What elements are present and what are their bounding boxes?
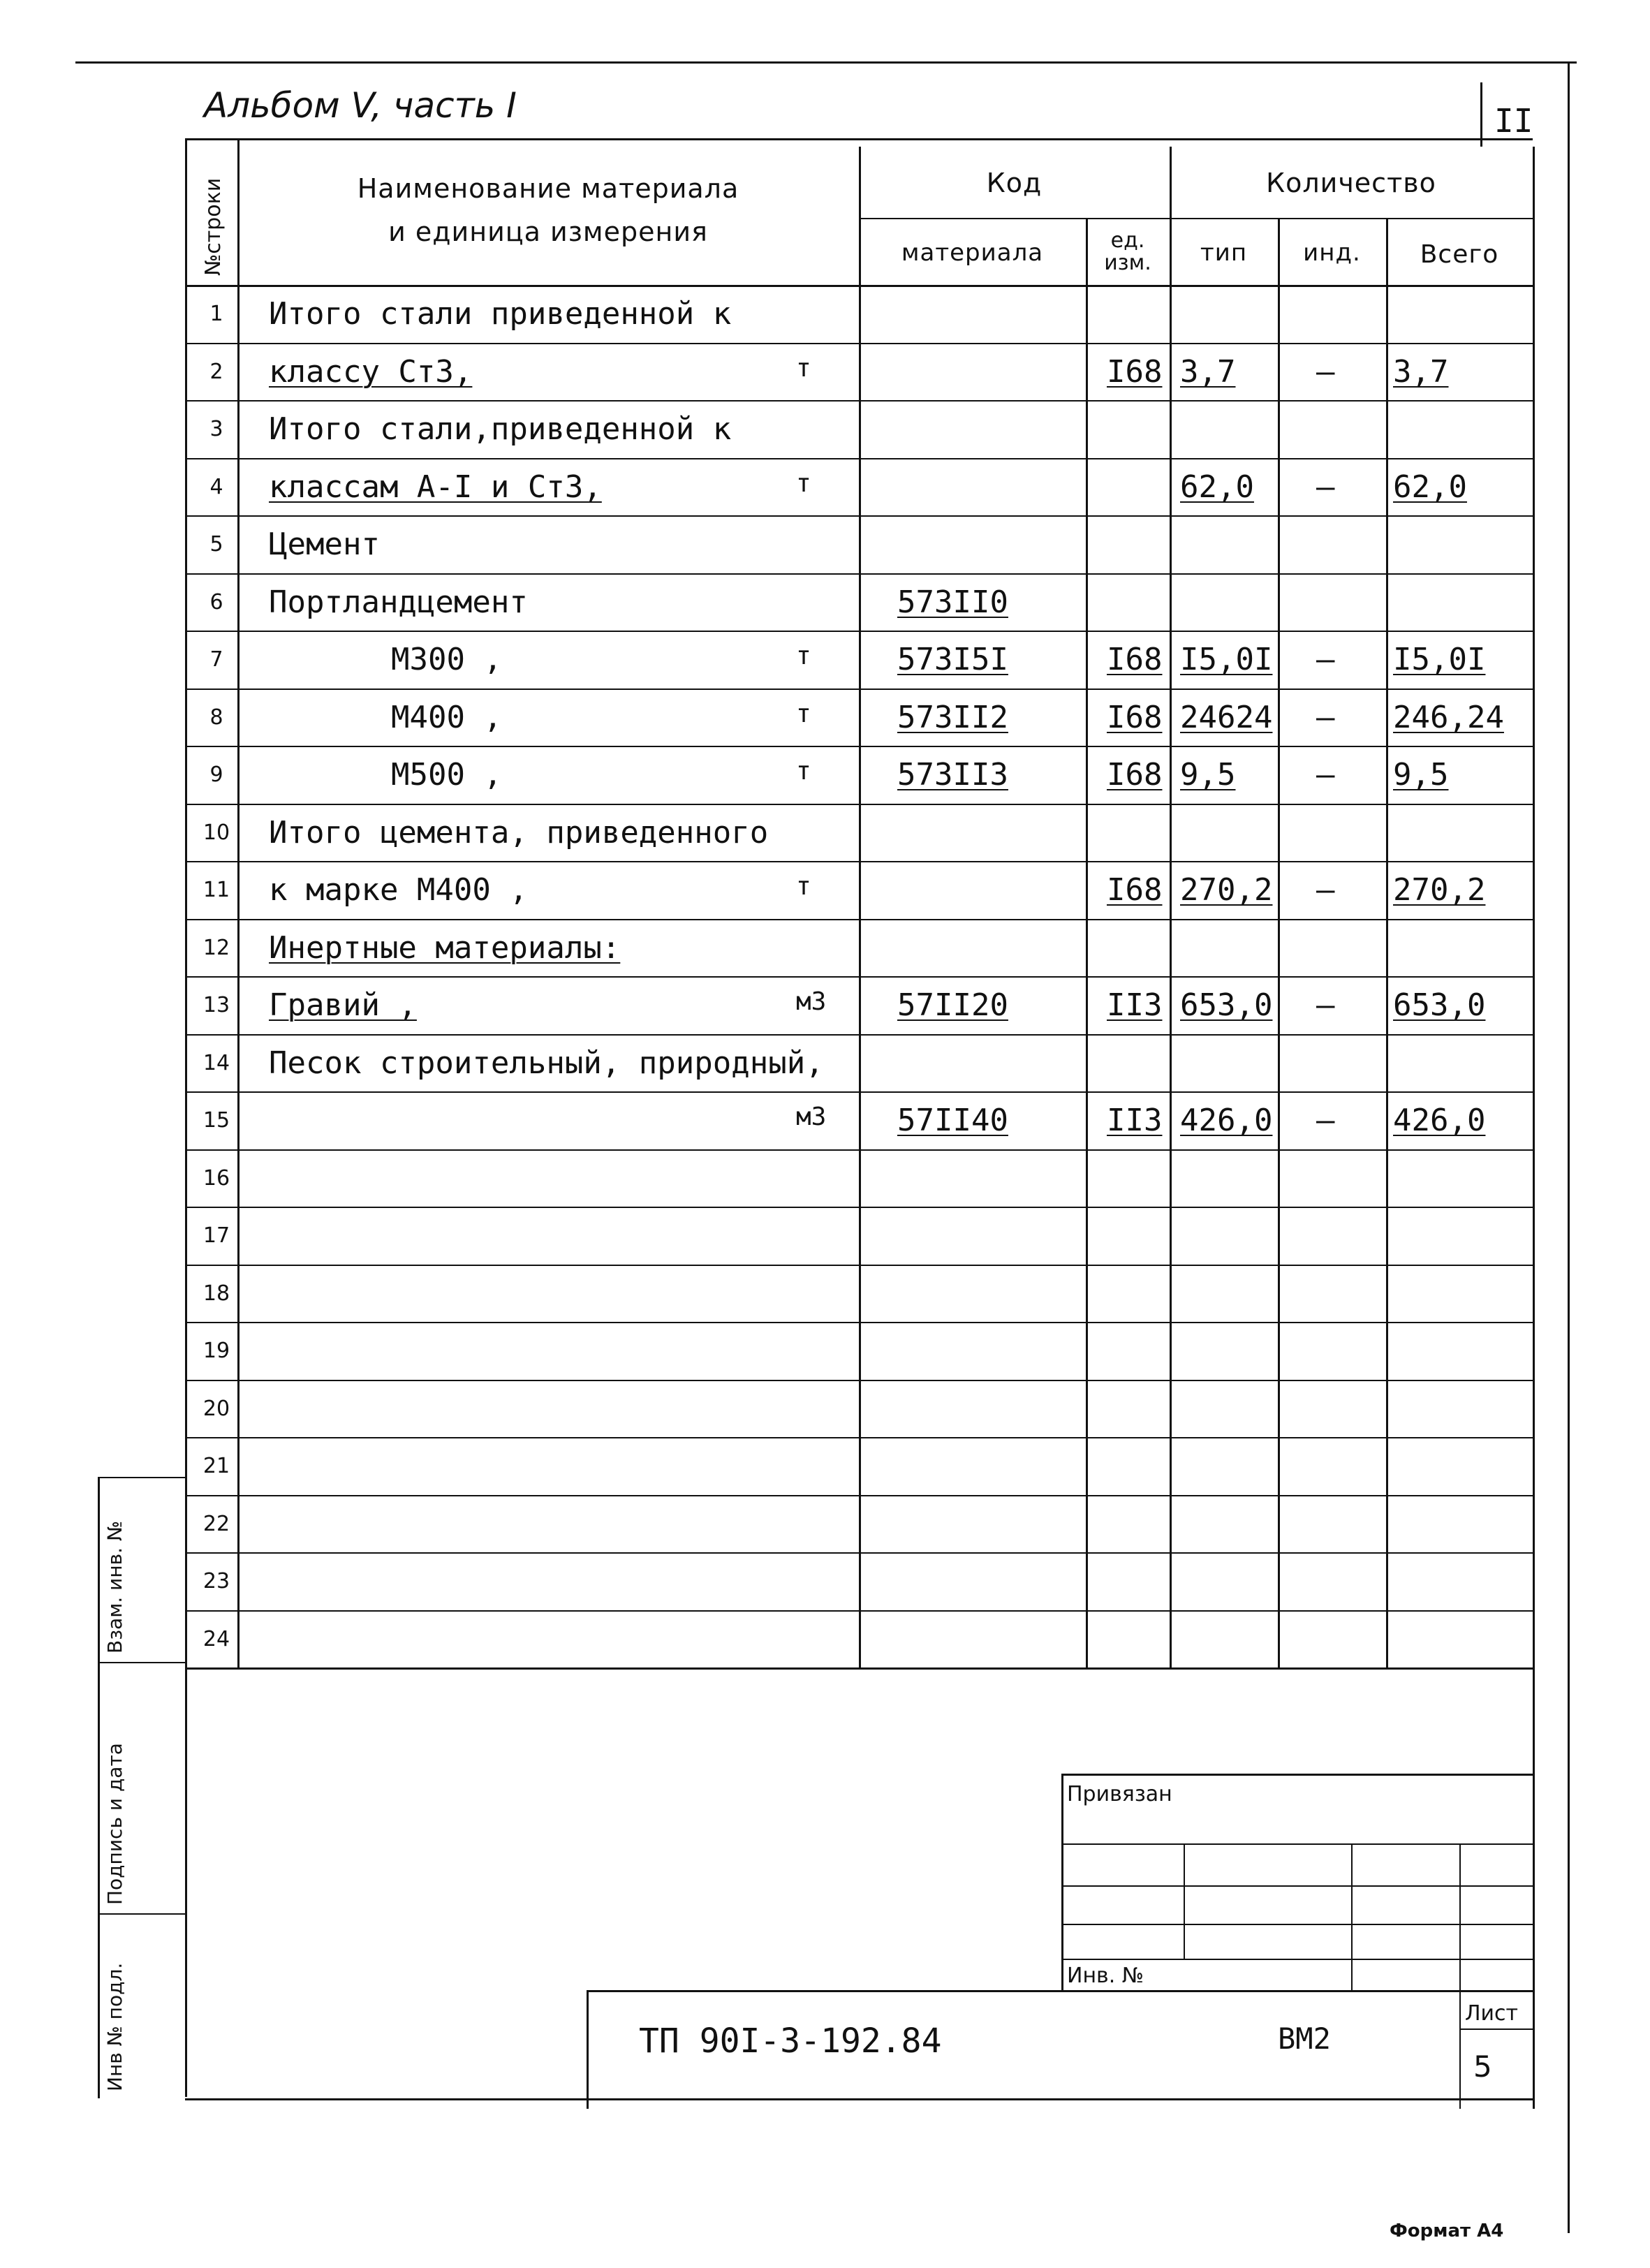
row-name: Итого цемента, приведенного (269, 815, 769, 850)
table-row-line (185, 1034, 1533, 1036)
table-row-line (185, 976, 1533, 978)
row-qty-total: 270,2 (1393, 872, 1486, 908)
stamp-col-2 (1351, 1843, 1353, 1990)
table-row-line (185, 804, 1533, 805)
row-qty-type: 653,0 (1180, 987, 1273, 1023)
row-name: Инертные материалы: (269, 930, 621, 966)
col-border-ind (1386, 218, 1388, 1667)
row-number: 18 (202, 1281, 230, 1306)
col-border-type (1278, 218, 1280, 1667)
stamp-row-line-4 (1061, 1959, 1533, 1960)
side-label-inv-podl: Инв № подл. (103, 1962, 126, 2091)
table-row-line (185, 400, 1533, 402)
row-number: 8 (209, 705, 223, 730)
row-number: 19 (202, 1339, 230, 1363)
stamp-main-top (587, 1990, 1533, 1992)
side-frame-div1 (98, 1662, 185, 1663)
row-name: классам А-I и Ст3, (269, 469, 602, 505)
row-qty-total: 9,5 (1393, 757, 1449, 793)
row-material-code: 573I5I (897, 642, 1008, 677)
stamp-inv-no: Инв. № (1067, 1964, 1144, 1988)
row-name: М300 , (391, 642, 502, 677)
row-number: 17 (202, 1223, 230, 1248)
row-number: 12 (202, 936, 230, 960)
row-qty-ind: – (1316, 1103, 1335, 1138)
table-row-line (185, 1552, 1533, 1554)
table-row-line (185, 458, 1533, 459)
row-number: 7 (209, 647, 223, 672)
row-unit-code: I68 (1107, 700, 1163, 735)
stamp-privyazan: Привязан (1067, 1782, 1172, 1806)
row-unit: т (796, 469, 811, 498)
row-material-code: 57II40 (897, 1103, 1008, 1138)
bottom-frame-line (185, 2098, 1533, 2100)
row-name: Гравий , (269, 987, 417, 1023)
row-name: М400 , (391, 700, 502, 735)
table-bottom-line (185, 1667, 1533, 1670)
stamp-row-line-1 (1061, 1843, 1533, 1845)
col-border-left (185, 138, 187, 2097)
header-code-unit-2: изм. (1104, 251, 1151, 275)
page-right-edge (1568, 61, 1570, 2233)
row-qty-total: I5,0I (1393, 642, 1486, 677)
format-label: Формат А4 (1390, 2221, 1504, 2241)
header-quantity: Количество (1266, 168, 1436, 198)
row-qty-ind: – (1316, 642, 1335, 677)
header-code: Код (986, 168, 1043, 198)
row-unit: т (796, 757, 811, 786)
row-material-code: 57II20 (897, 987, 1008, 1023)
table-row-line (185, 1495, 1533, 1496)
row-qty-ind: – (1316, 987, 1335, 1023)
row-name: Итого стали приведенной к (269, 296, 732, 332)
stamp-sheet-label: Лист (1465, 2001, 1519, 2026)
row-number: 2 (209, 360, 223, 384)
row-material-code: 573II0 (897, 584, 1008, 620)
table-row-line (185, 1091, 1533, 1093)
row-number: 16 (202, 1166, 230, 1191)
row-name: Песок строительный, природный, (269, 1045, 824, 1081)
col-border-ucode (1170, 147, 1172, 1667)
row-unit: т (796, 354, 811, 383)
row-qty-total: 62,0 (1393, 469, 1467, 505)
stamp-top-line (1061, 1774, 1533, 1776)
row-number: 14 (202, 1051, 230, 1075)
row-number: 10 (202, 820, 230, 845)
row-number: 13 (202, 993, 230, 1017)
top-frame-line (75, 61, 1577, 64)
stamp-row-line-2 (1061, 1885, 1533, 1887)
table-row-line (185, 746, 1533, 747)
table-row-line (185, 1149, 1533, 1151)
table-row-line (185, 1437, 1533, 1438)
row-number: 20 (202, 1397, 230, 1421)
row-qty-ind: – (1316, 354, 1335, 390)
sheet-box-left (1480, 82, 1482, 147)
row-qty-total: 653,0 (1393, 987, 1486, 1023)
row-unit-code: II3 (1107, 1103, 1163, 1138)
row-qty-total: 246,24 (1393, 700, 1504, 735)
side-label-podpis: Подпись и дата (103, 1743, 126, 1905)
row-number: 11 (202, 878, 230, 902)
row-qty-total: 426,0 (1393, 1103, 1486, 1138)
header-bottom-line (185, 285, 1533, 287)
row-number: 5 (209, 532, 223, 557)
row-unit-code: I68 (1107, 354, 1163, 390)
col-border-name (859, 147, 861, 1667)
row-number: 15 (202, 1108, 230, 1133)
row-unit: м3 (796, 987, 827, 1016)
stamp-col-3 (1459, 1843, 1461, 2109)
header-qty-total: Всего (1420, 240, 1499, 269)
row-qty-ind: – (1316, 700, 1335, 735)
table-row-line (185, 861, 1533, 862)
row-material-code: 573II3 (897, 757, 1008, 793)
row-number: 9 (209, 763, 223, 787)
col-border-right (1533, 147, 1535, 2109)
stamp-doc-code: ТП 90I-3-192.84 (639, 2022, 942, 2061)
table-row-line (185, 1610, 1533, 1612)
header-row-no: №строки (201, 177, 226, 276)
side-frame-top (98, 1477, 185, 1478)
row-unit-code: I68 (1107, 872, 1163, 908)
table-row-line (185, 1380, 1533, 1381)
header-qty-type: тип (1200, 239, 1248, 267)
header-name-line1: Наименование материала (357, 173, 739, 204)
table-row-line (185, 631, 1533, 632)
table-row-line (185, 515, 1533, 517)
sheet-number-top: II (1494, 102, 1533, 140)
row-name: Цемент (269, 526, 380, 562)
row-qty-ind: – (1316, 872, 1335, 908)
table-row-line (185, 573, 1533, 575)
stamp-sheet-divider (1459, 2028, 1533, 2030)
stamp-sheet-value: 5 (1473, 2049, 1492, 2084)
table-row-line (185, 343, 1533, 344)
row-number: 3 (209, 417, 223, 441)
header-mid-line (859, 218, 1533, 219)
row-unit: т (796, 872, 811, 901)
side-frame-div2 (98, 1913, 185, 1915)
row-number: 4 (209, 475, 223, 499)
row-number: 1 (209, 302, 223, 326)
row-unit: т (796, 700, 811, 728)
row-material-code: 573II2 (897, 700, 1008, 735)
header-top-line (185, 138, 1533, 140)
table-row-line (185, 919, 1533, 920)
row-qty-type: I5,0I (1180, 642, 1273, 677)
row-unit-code: I68 (1107, 757, 1163, 793)
row-unit: т (796, 642, 811, 670)
row-number: 23 (202, 1569, 230, 1593)
row-number: 21 (202, 1454, 230, 1478)
stamp-main-left (587, 1990, 589, 2109)
row-name: Портландцемент (269, 584, 528, 620)
col-border-code (1086, 218, 1088, 1667)
stamp-row-line-3 (1061, 1924, 1533, 1925)
table-row-line (185, 1265, 1533, 1266)
row-qty-total: 3,7 (1393, 354, 1449, 390)
row-number: 24 (202, 1627, 230, 1651)
row-unit-code: II3 (1107, 987, 1163, 1023)
row-qty-type: 9,5 (1180, 757, 1236, 793)
row-unit: м3 (796, 1103, 827, 1131)
row-qty-type: 426,0 (1180, 1103, 1273, 1138)
row-qty-type: 3,7 (1180, 354, 1236, 390)
header-code-unit-1: ед. (1110, 228, 1145, 253)
row-number: 22 (202, 1512, 230, 1536)
row-unit-code: I68 (1107, 642, 1163, 677)
header-name-line2: и единица измерения (388, 216, 708, 247)
side-frame-left (98, 1477, 100, 2098)
row-qty-ind: – (1316, 469, 1335, 505)
row-name: классу Ст3, (269, 354, 473, 390)
header-qty-ind: инд. (1303, 239, 1361, 267)
header-code-material: материала (901, 239, 1044, 267)
row-name: к марке М400 , (269, 872, 528, 908)
row-number: 6 (209, 590, 223, 614)
stamp-col-1 (1184, 1843, 1185, 1959)
row-qty-ind: – (1316, 757, 1335, 793)
table-row-line (185, 688, 1533, 690)
album-title: Альбом V, часть I (204, 85, 517, 126)
stamp-doc-section: ВМ2 (1278, 2022, 1331, 2056)
stamp-left-line (1061, 1774, 1063, 1990)
table-row-line (185, 1322, 1533, 1323)
row-qty-type: 24624 (1180, 700, 1273, 735)
row-qty-type: 270,2 (1180, 872, 1273, 908)
side-label-vzam: Взам. инв. № (103, 1520, 126, 1654)
table-row-line (185, 1207, 1533, 1208)
row-name: Итого стали,приведенной к (269, 411, 732, 447)
row-qty-type: 62,0 (1180, 469, 1254, 505)
row-name: М500 , (391, 757, 502, 793)
